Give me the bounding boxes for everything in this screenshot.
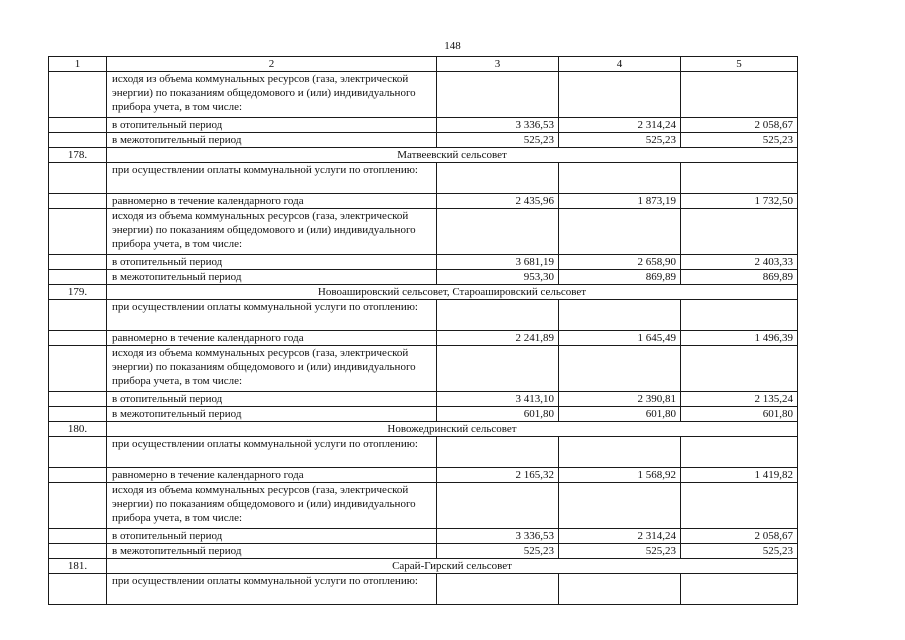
row-label: исходя из объема коммунальных ресурсов (газа, электрической энергии) по показаниям общедомового и (или) индивидуального прибора учета, в том числе: bbox=[107, 209, 437, 255]
table-row bbox=[49, 133, 798, 148]
table-row bbox=[49, 407, 798, 422]
table-row bbox=[49, 72, 798, 118]
row-label: равномерно в течение календарного года bbox=[107, 331, 437, 346]
row-number bbox=[49, 209, 107, 255]
value-col-4 bbox=[559, 346, 681, 392]
value-col-4 bbox=[559, 483, 681, 529]
column-header-5: 5 bbox=[681, 57, 798, 72]
row-label: в отопительный период bbox=[107, 118, 437, 133]
value-col-5 bbox=[681, 574, 798, 605]
value-col-4: 1 645,49 bbox=[559, 331, 681, 346]
value-col-4: 2 658,90 bbox=[559, 255, 681, 270]
row-label: исходя из объема коммунальных ресурсов (газа, электрической энергии) по показаниям общедомового и (или) индивидуального прибора учета, в том числе: bbox=[107, 346, 437, 392]
value-col-3 bbox=[437, 209, 559, 255]
table-row bbox=[49, 544, 798, 559]
value-col-4: 1 568,92 bbox=[559, 468, 681, 483]
value-col-5: 1 732,50 bbox=[681, 194, 798, 209]
value-col-3: 525,23 bbox=[437, 544, 559, 559]
row-label: в отопительный период bbox=[107, 529, 437, 544]
value-col-3: 3 336,53 bbox=[437, 529, 559, 544]
row-label: в отопительный период bbox=[107, 255, 437, 270]
tariff-table-body bbox=[49, 57, 798, 605]
row-number bbox=[49, 346, 107, 392]
row-number bbox=[49, 194, 107, 209]
row-label: равномерно в течение календарного года bbox=[107, 194, 437, 209]
row-number bbox=[49, 437, 107, 468]
value-col-4: 2 314,24 bbox=[559, 529, 681, 544]
region-row bbox=[49, 422, 798, 437]
row-number bbox=[49, 163, 107, 194]
value-col-3: 525,23 bbox=[437, 133, 559, 148]
table-row bbox=[49, 331, 798, 346]
value-col-4: 2 314,24 bbox=[559, 118, 681, 133]
value-col-4 bbox=[559, 72, 681, 118]
value-col-4: 1 873,19 bbox=[559, 194, 681, 209]
table-row bbox=[49, 255, 798, 270]
region-title: Новоаширoвский сельсовет, Староаширoвский сельсовет bbox=[107, 285, 798, 300]
table-row bbox=[49, 194, 798, 209]
table-row bbox=[49, 468, 798, 483]
row-number bbox=[49, 118, 107, 133]
row-number bbox=[49, 544, 107, 559]
value-col-5: 525,23 bbox=[681, 133, 798, 148]
region-row bbox=[49, 148, 798, 163]
table-row bbox=[49, 574, 798, 605]
value-col-3 bbox=[437, 483, 559, 529]
table-row bbox=[49, 270, 798, 285]
row-label: при осуществлении оплаты коммунальной услуги по отоплению: bbox=[107, 300, 437, 331]
row-label: в межотопительный период bbox=[107, 133, 437, 148]
table-row bbox=[49, 392, 798, 407]
region-title: Матвеевский сельсовет bbox=[107, 148, 798, 163]
value-col-5: 1 419,82 bbox=[681, 468, 798, 483]
row-number bbox=[49, 407, 107, 422]
row-number: 179. bbox=[49, 285, 107, 300]
value-col-4 bbox=[559, 437, 681, 468]
column-header-3: 3 bbox=[437, 57, 559, 72]
value-col-3: 601,80 bbox=[437, 407, 559, 422]
value-col-5 bbox=[681, 346, 798, 392]
value-col-3: 3 413,10 bbox=[437, 392, 559, 407]
value-col-3 bbox=[437, 72, 559, 118]
row-number: 180. bbox=[49, 422, 107, 437]
row-label: в межотопительный период bbox=[107, 270, 437, 285]
region-row bbox=[49, 559, 798, 574]
table-row bbox=[49, 163, 798, 194]
value-col-5 bbox=[681, 163, 798, 194]
column-header-1: 1 bbox=[49, 57, 107, 72]
row-number bbox=[49, 392, 107, 407]
column-header-2: 2 bbox=[107, 57, 437, 72]
row-label: при осуществлении оплаты коммунальной услуги по отоплению: bbox=[107, 574, 437, 605]
region-title: Сарай-Гирский сельсовет bbox=[107, 559, 798, 574]
value-col-5 bbox=[681, 209, 798, 255]
value-col-5 bbox=[681, 437, 798, 468]
row-label: исходя из объема коммунальных ресурсов (газа, электрической энергии) по показаниям общедомового и (или) индивидуального прибора учета, в том числе: bbox=[107, 72, 437, 118]
value-col-5 bbox=[681, 72, 798, 118]
row-label: при осуществлении оплаты коммунальной услуги по отоплению: bbox=[107, 437, 437, 468]
row-label: в межотопительный период bbox=[107, 544, 437, 559]
row-number bbox=[49, 255, 107, 270]
table-row bbox=[49, 483, 798, 529]
value-col-3: 2 165,32 bbox=[437, 468, 559, 483]
value-col-5: 601,80 bbox=[681, 407, 798, 422]
row-label: при осуществлении оплаты коммунальной услуги по отоплению: bbox=[107, 163, 437, 194]
row-label: исходя из объема коммунальных ресурсов (газа, электрической энергии) по показаниям общедомового и (или) индивидуального прибора учета, в том числе: bbox=[107, 483, 437, 529]
value-col-3: 2 241,89 bbox=[437, 331, 559, 346]
value-col-5: 2 403,33 bbox=[681, 255, 798, 270]
row-number bbox=[49, 529, 107, 544]
row-number: 181. bbox=[49, 559, 107, 574]
table-row bbox=[49, 300, 798, 331]
row-number bbox=[49, 468, 107, 483]
value-col-5 bbox=[681, 483, 798, 529]
table-row bbox=[49, 346, 798, 392]
table-row bbox=[49, 209, 798, 255]
row-number: 178. bbox=[49, 148, 107, 163]
value-col-4 bbox=[559, 300, 681, 331]
page-number: 148 bbox=[444, 40, 461, 52]
value-col-4: 869,89 bbox=[559, 270, 681, 285]
row-label: в межотопительный период bbox=[107, 407, 437, 422]
row-number bbox=[49, 483, 107, 529]
value-col-4: 525,23 bbox=[559, 133, 681, 148]
value-col-4 bbox=[559, 163, 681, 194]
table-row bbox=[49, 118, 798, 133]
row-number bbox=[49, 300, 107, 331]
value-col-3: 3 336,53 bbox=[437, 118, 559, 133]
value-col-4: 601,80 bbox=[559, 407, 681, 422]
value-col-5 bbox=[681, 300, 798, 331]
value-col-5: 525,23 bbox=[681, 544, 798, 559]
value-col-3 bbox=[437, 437, 559, 468]
table-row bbox=[49, 437, 798, 468]
row-number bbox=[49, 133, 107, 148]
value-col-3: 2 435,96 bbox=[437, 194, 559, 209]
value-col-4: 2 390,81 bbox=[559, 392, 681, 407]
value-col-5: 2 135,24 bbox=[681, 392, 798, 407]
value-col-3 bbox=[437, 346, 559, 392]
value-col-5: 2 058,67 bbox=[681, 118, 798, 133]
region-row bbox=[49, 285, 798, 300]
row-label: равномерно в течение календарного года bbox=[107, 468, 437, 483]
value-col-3: 953,30 bbox=[437, 270, 559, 285]
row-label: в отопительный период bbox=[107, 392, 437, 407]
value-col-3 bbox=[437, 163, 559, 194]
region-title: Новожедринский сельсовет bbox=[107, 422, 798, 437]
value-col-3: 3 681,19 bbox=[437, 255, 559, 270]
column-header-row bbox=[49, 57, 798, 72]
column-header-4: 4 bbox=[559, 57, 681, 72]
value-col-5: 869,89 bbox=[681, 270, 798, 285]
value-col-3 bbox=[437, 574, 559, 605]
value-col-4 bbox=[559, 574, 681, 605]
row-number bbox=[49, 270, 107, 285]
value-col-4: 525,23 bbox=[559, 544, 681, 559]
value-col-5: 1 496,39 bbox=[681, 331, 798, 346]
value-col-4 bbox=[559, 209, 681, 255]
row-number bbox=[49, 72, 107, 118]
row-number bbox=[49, 574, 107, 605]
row-number bbox=[49, 331, 107, 346]
tariff-table bbox=[48, 56, 798, 605]
value-col-5: 2 058,67 bbox=[681, 529, 798, 544]
table-row bbox=[49, 529, 798, 544]
value-col-3 bbox=[437, 300, 559, 331]
